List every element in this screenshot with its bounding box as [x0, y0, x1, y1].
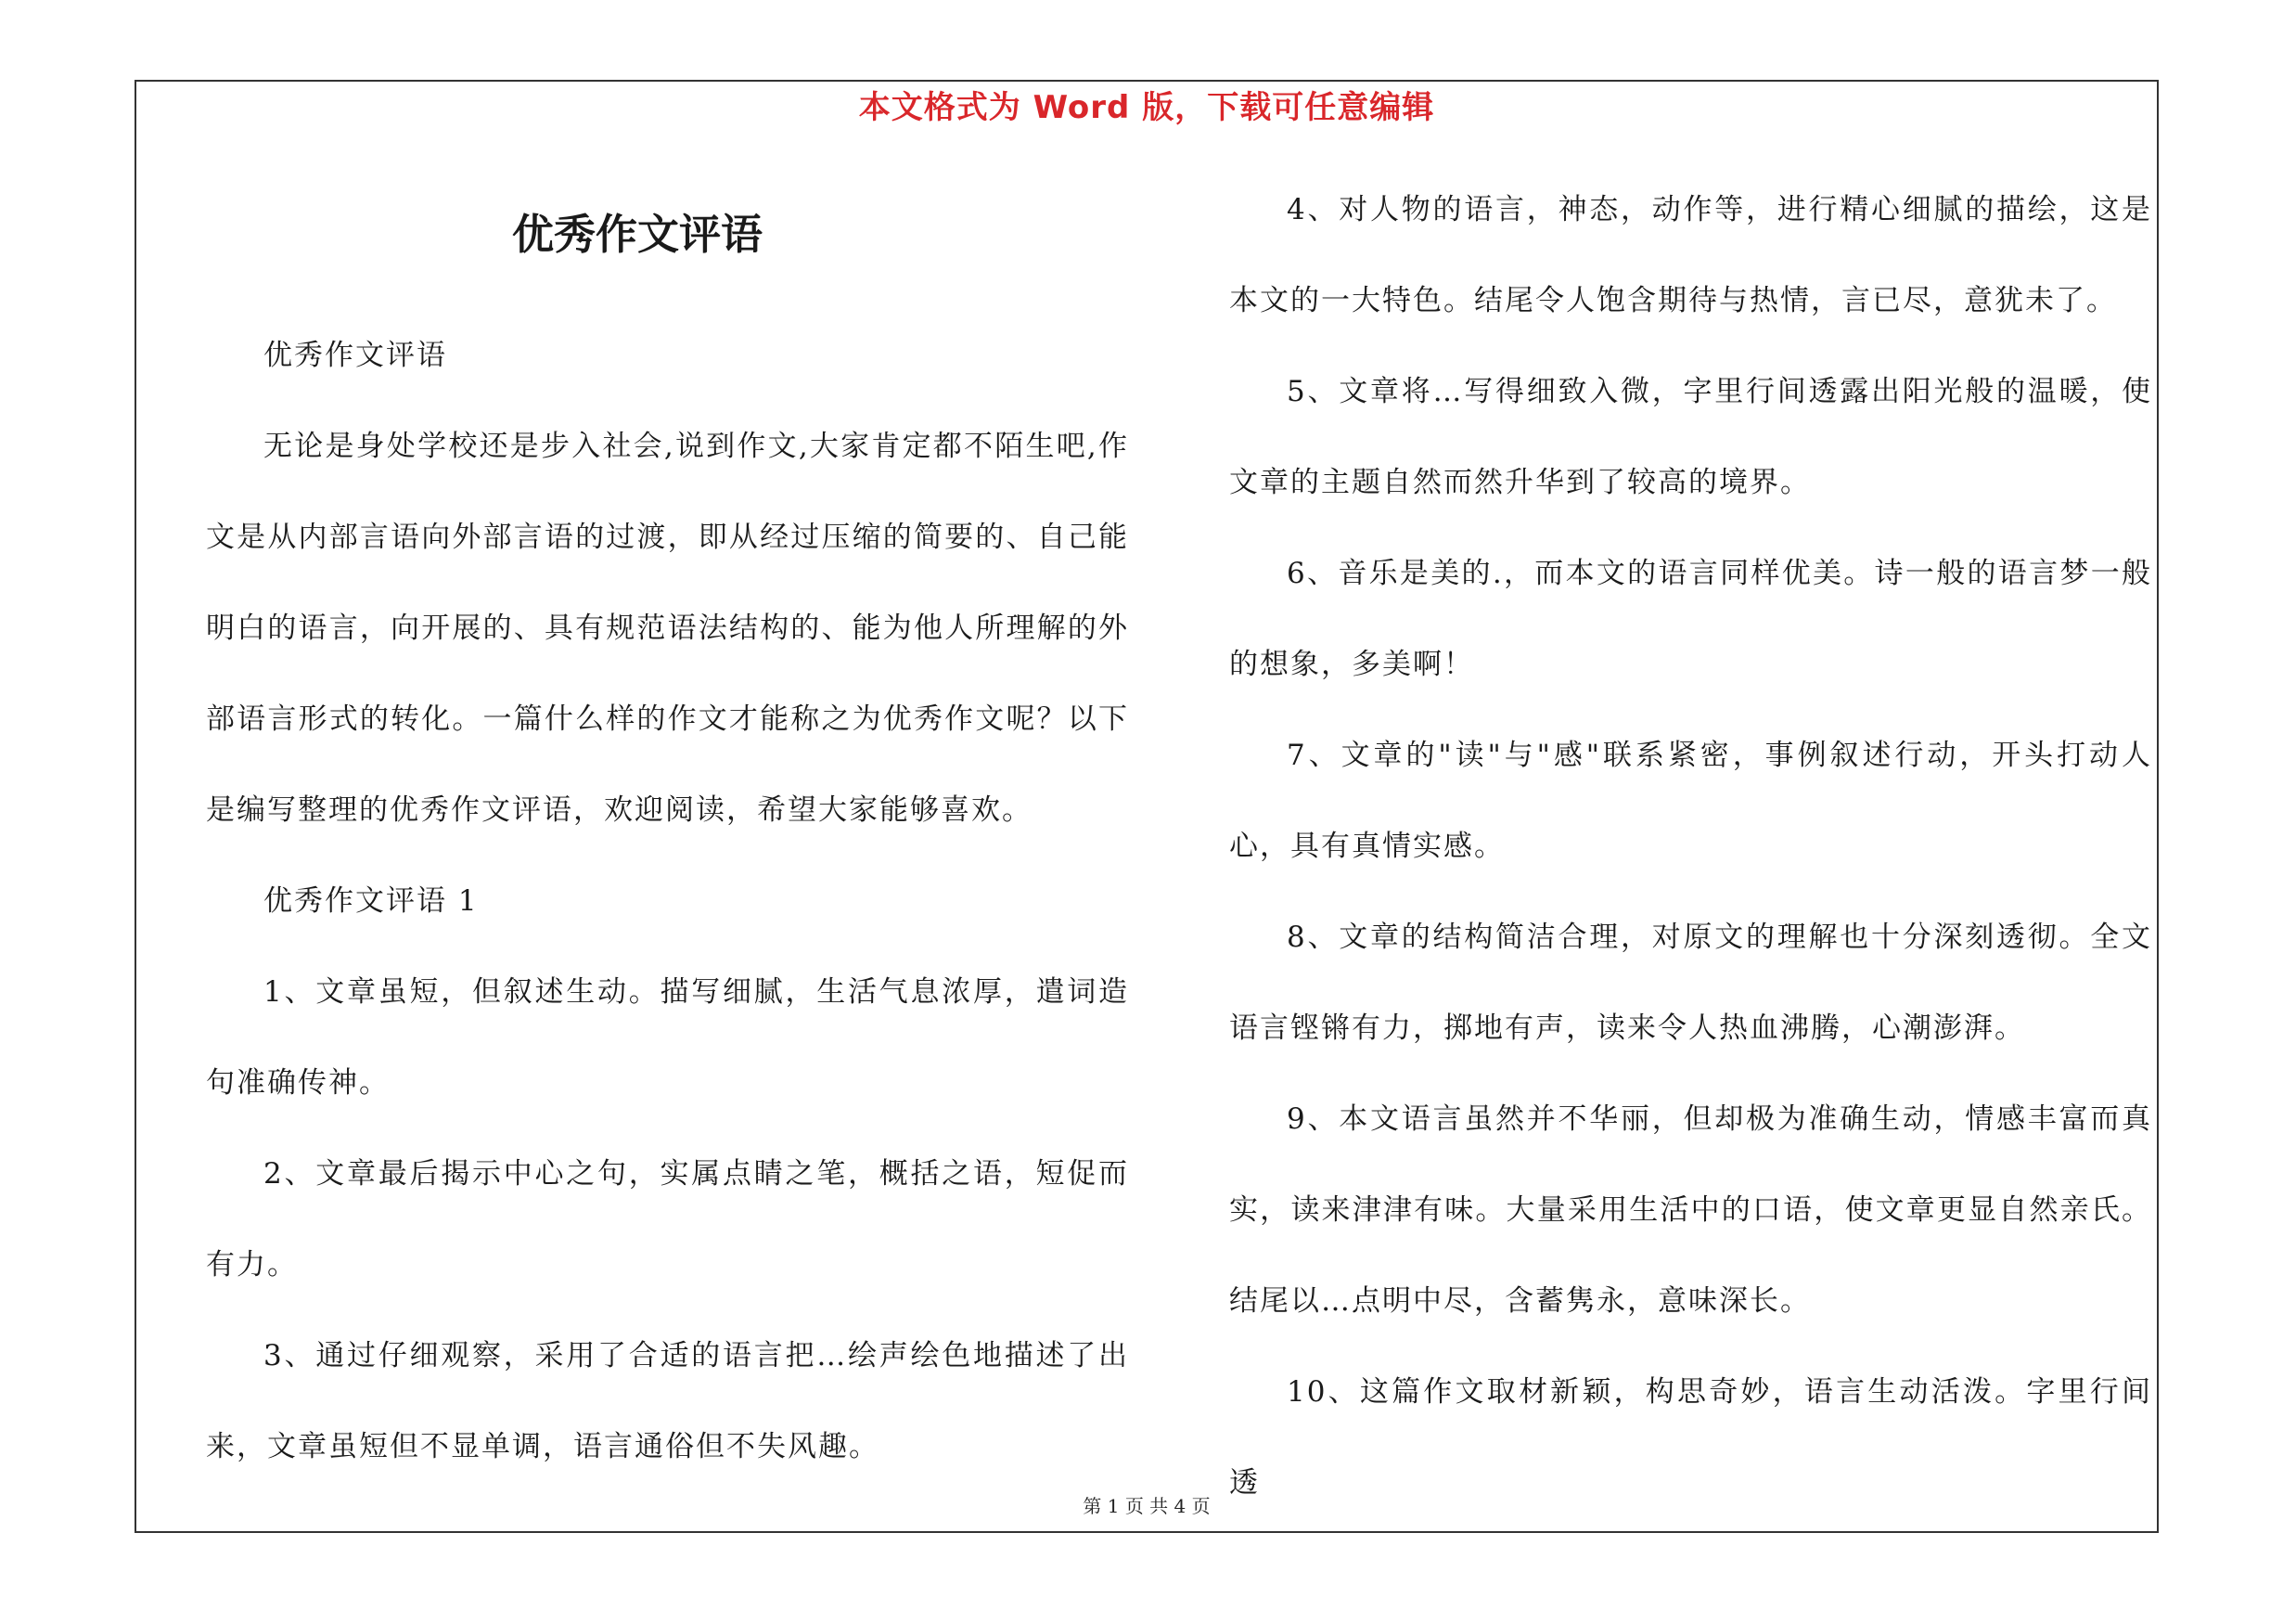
paragraph-comment-10: 10、这篇作文取材新颖，构思奇妙，语言生动活泼。字里行间透: [1229, 1375, 2152, 1500]
paragraph-subtitle: 优秀作文评语: [263, 339, 447, 372]
page-number-footer: 第 1 页 共 4 页: [1083, 1495, 1211, 1517]
paragraph-comment-2: 2、文章最后揭示中心之句，实属点睛之笔，概括之语，短促而有力。: [206, 1157, 1129, 1282]
paragraph-comment-9: 9、本文语言虽然并不华丽，但却极为准确生动，情感丰富而真实，读来津津有味。大量采用生活中的口语，使文章更显自然亲氏。结尾以…点明中尽，含蓄隽永，意味深长。: [1229, 1102, 2152, 1318]
paragraph-comment-5: 5、文章将…写得细致入微，字里行间透露出阳光般的温暖，使文章的主题自然而然升华到了较高的境界。: [1229, 375, 2152, 499]
paragraph-comment-3: 3、通过仔细观察，采用了合适的语言把…绘声绘色地描述了出来，文章虽短但不显单调，语言通俗但不失风趣。: [206, 1339, 1129, 1463]
paragraph-section-heading: 优秀作文评语 1: [263, 884, 479, 918]
document-title: 优秀作文评语: [511, 210, 763, 259]
paragraph-comment-6: 6、音乐是美的.，而本文的语言同样优美。诗一般的语言梦一般的想象，多美啊！: [1229, 557, 2152, 681]
paragraph-comment-1: 1、文章虽短，但叙述生动。描写细腻，生活气息浓厚，遣词造句准确传神。: [206, 975, 1129, 1100]
paragraph-intro: 无论是身处学校还是步入社会,说到作文,大家肯定都不陌生吧,作文是从内部言语向外部言语的过渡，即从经过压缩的简要的、自己能明白的语言，向开展的、具有规范语法结构的、能为他人所理解的外部语言形式的转化。一篇什么样的作文才能称之为优秀作文呢？以下是编写整理的优秀作文评语，欢迎阅读，希望大家能够喜欢。: [206, 430, 1129, 827]
paragraph-comment-4: 4、对人物的语言，神态，动作等，进行精心细腻的描绘，这是本文的一大特色。结尾令人饱含期待与热情，言已尽，意犹未了。: [1229, 193, 2152, 317]
paragraph-comment-8: 8、文章的结构简洁合理，对原文的理解也十分深刻透彻。全文语言铿锵有力，掷地有声，读来令人热血沸腾，心潮澎湃。: [1229, 921, 2152, 1045]
format-banner: 本文格式为 Word 版，下载可任意编辑: [858, 89, 1435, 126]
paragraph-comment-7: 7、文章的"读"与"感"联系紧密，事例叙述行动，开头打动人心，具有真情实感。: [1229, 739, 2152, 863]
